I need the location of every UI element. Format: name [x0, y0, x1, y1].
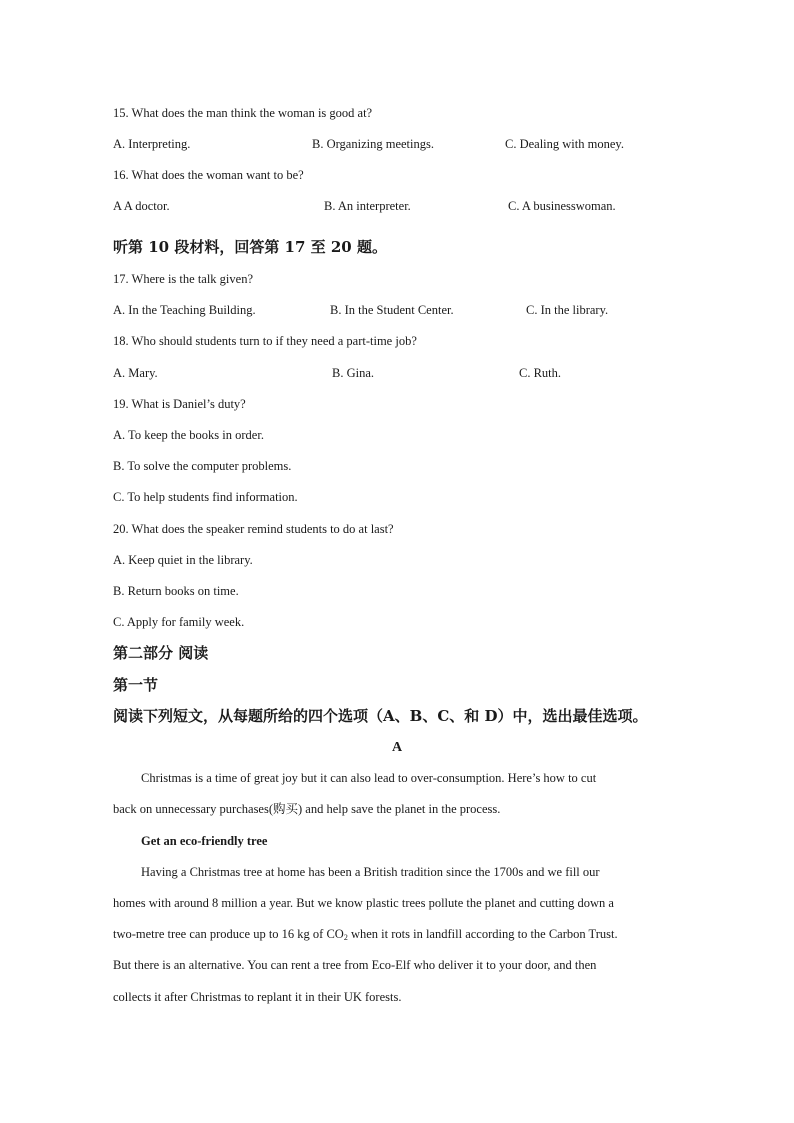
passage-title: A [391, 740, 403, 755]
passage-body-line-1: Having a Christmas tree at home has been a British tradition since the 1700s and we fill our [141, 865, 600, 879]
question-17: 17. Where is the talk given? [113, 272, 254, 286]
q18-option-c: C. Ruth. [519, 366, 562, 380]
co2-subscript: 2 [343, 933, 348, 942]
body-line-3-part-b: when it rots in landfill according to the Carbon Trust. [347, 927, 618, 941]
passage-body-line-4: But there is an alternative. You can rent a tree from Eco-Elf who deliver it to your door, and then [113, 958, 597, 972]
q20-option-b: B. Return books on time. [113, 584, 239, 598]
q20-option-a: A. Keep quiet in the library. [113, 553, 253, 567]
q16-option-b: B. An interpreter. [324, 199, 411, 213]
q15-option-a: A. Interpreting. [113, 137, 191, 151]
passage-body-line-5: collects it after Christmas to replant it in their UK forests. [113, 990, 402, 1004]
body-line-3-part-a: two-metre tree can produce up to 16 kg of CO [113, 927, 344, 941]
q15-option-c: C. Dealing with money. [505, 137, 624, 151]
q19-option-a: A. To keep the books in order. [113, 428, 264, 442]
q18-option-b: B. Gina. [332, 366, 375, 380]
q16-option-c: C. A businesswoman. [508, 199, 616, 213]
q15-option-b: B. Organizing meetings. [312, 137, 434, 151]
passage-intro-line-2: back on unnecessary purchases(购买) and help save the planet in the process. [113, 802, 501, 816]
question-16: 16. What does the woman want to be? [113, 168, 304, 182]
reading-instruction: 阅读下列短文，从每题所给的四个选项（A、B、C、和 D）中，选出最佳选项。 [113, 707, 648, 725]
passage-intro-line-1: Christmas is a time of great joy but it can also lead to over-consumption. Here’s how to cut [141, 771, 597, 785]
q19-option-b: B. To solve the computer problems. [113, 459, 292, 473]
section-10-heading: 听第 10 段材料，回答第 17 至 20 题。 [113, 238, 387, 256]
question-20: 20. What does the speaker remind students to do at last? [113, 522, 394, 536]
question-19: 19. What is Daniel’s duty? [113, 397, 246, 411]
question-15: 15. What does the man think the woman is good at? [113, 106, 373, 120]
q19-option-c: C. To help students find information. [113, 490, 298, 504]
passage-body-line-2: homes with around 8 million a year. But we know plastic trees pollute the planet and cutting down a [113, 896, 614, 910]
q20-option-c: C. Apply for family week. [113, 615, 245, 629]
q17-option-c: C. In the library. [526, 303, 609, 317]
passage-subheading: Get an eco-friendly tree [141, 834, 268, 848]
q18-option-a: A. Mary. [113, 366, 158, 380]
q17-option-a: A. In the Teaching Building. [113, 303, 256, 317]
part-2-heading: 第二部分 阅读 [113, 644, 209, 662]
question-18: 18. Who should students turn to if they need a part-time job? [113, 334, 417, 348]
passage-body-line-3 [113, 926, 683, 942]
q16-option-a: A A doctor. [113, 199, 170, 213]
section-1-heading: 第一节 [113, 676, 159, 694]
q17-option-b: B. In the Student Center. [330, 303, 454, 317]
